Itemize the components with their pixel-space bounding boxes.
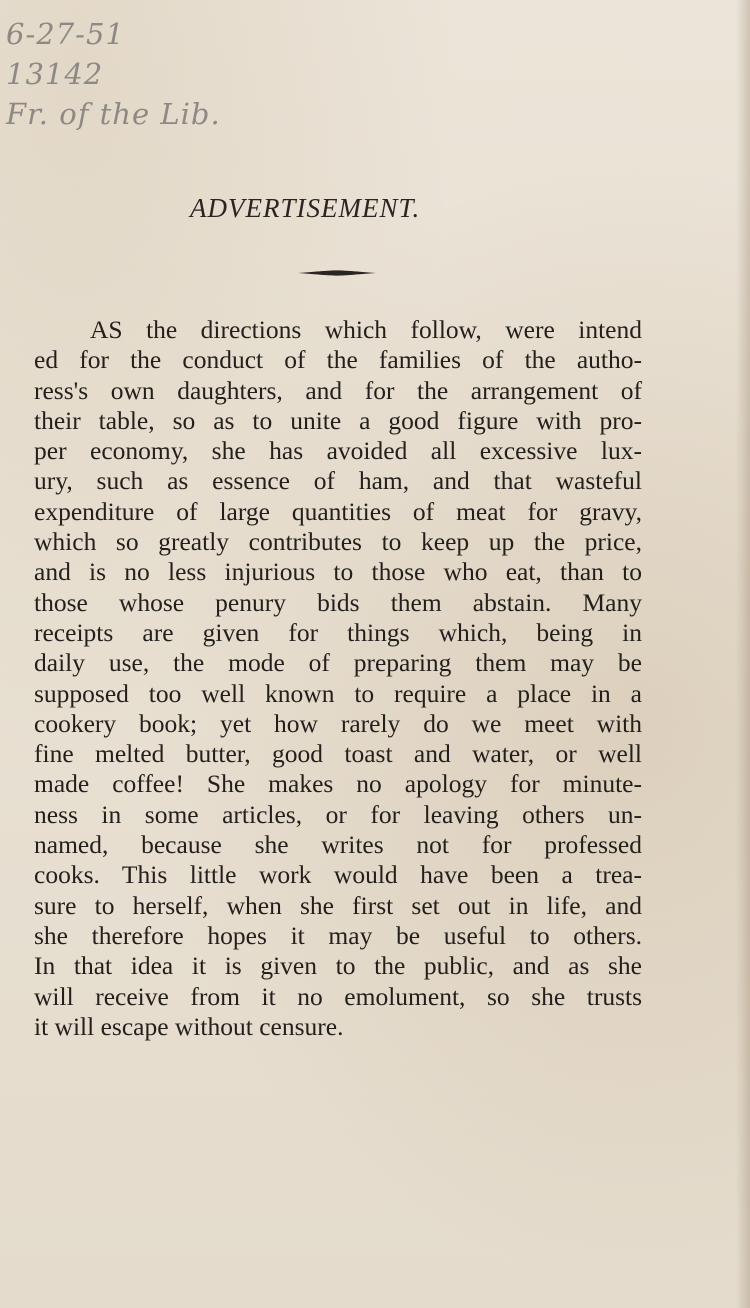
- body-line: per economy, she has avoided all excessive lux-: [34, 436, 642, 466]
- body-line: expenditure of large quantities of meat for gravy,: [34, 496, 642, 526]
- body-line: ed for the conduct of the families of the autho-: [34, 345, 642, 375]
- body-line: cooks. This little work would have been a trea-: [34, 860, 642, 890]
- body-line: ury, such as essence of ham, and that wasteful: [34, 466, 642, 496]
- body-line: ness in some articles, or for leaving others un-: [34, 799, 642, 829]
- body-line: and is no less injurious to those who eat, than to: [34, 557, 642, 587]
- body-line: she therefore hopes it may be useful to others.: [34, 920, 642, 950]
- body-line: receipts are given for things which, being in: [34, 617, 642, 647]
- body-line: In that idea it is given to the public, and as she: [34, 951, 642, 981]
- body-line: named, because she writes not for professed: [34, 830, 642, 860]
- page-title: ADVERTISEMENT.: [190, 193, 421, 223]
- handwritten-note-line: 6-27-51: [6, 17, 125, 51]
- body-line: will receive from it no emolument, so she trusts: [34, 981, 642, 1011]
- body-line: daily use, the mode of preparing them may be: [34, 648, 642, 678]
- body-line: their table, so as to unite a good figure with pro-: [34, 405, 642, 435]
- handwritten-note-line: 13142: [6, 57, 104, 91]
- body-line: fine melted butter, good toast and water, or well: [34, 739, 642, 769]
- body-line: cookery book; yet how rarely do we meet with: [34, 708, 642, 738]
- handwritten-accession-note: [6, 14, 226, 134]
- page-edge-shadow: [736, 0, 750, 1308]
- body-line: sure to herself, when she first set out in life, and: [34, 890, 642, 920]
- body-line: AS the directions which follow, were intend: [90, 315, 642, 344]
- ornamental-rule: [298, 270, 376, 276]
- handwritten-note-line: Fr. of the Lib.: [6, 97, 221, 131]
- body-line: supposed too well known to require a place in a: [34, 678, 642, 708]
- body-line: those whose penury bids them abstain. Many: [34, 587, 642, 617]
- body-line: which so greatly contributes to keep up the price,: [34, 527, 642, 557]
- body-line: it will escape without censure.: [34, 1011, 344, 1041]
- body-line: ress's own daughters, and for the arrangement of: [34, 375, 642, 405]
- advertisement-body: [34, 315, 642, 1042]
- body-line: made coffee! She makes no apology for minute-: [34, 769, 642, 799]
